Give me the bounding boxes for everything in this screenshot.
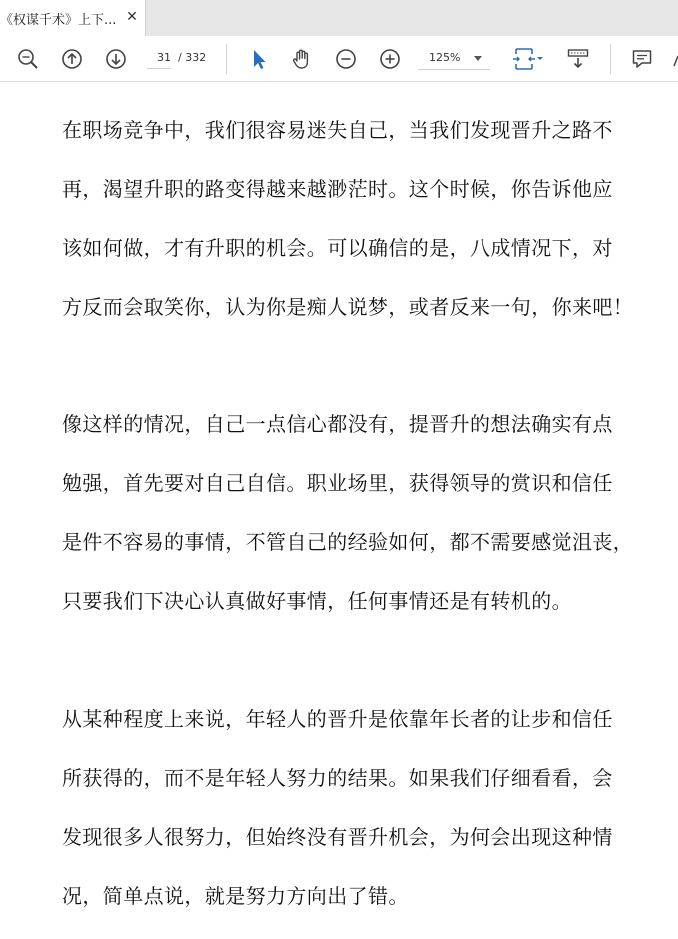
plus-circle-icon xyxy=(378,47,402,71)
zoom-in-button[interactable] xyxy=(376,45,404,73)
zoom-level-value: 125% xyxy=(429,51,461,64)
text-line: 只要我们下决心认真做好事情，任何事情还是有转机的。 xyxy=(62,589,572,613)
zoom-search-icon xyxy=(16,47,40,71)
next-page-button[interactable] xyxy=(102,45,130,73)
more-tools-button[interactable] xyxy=(666,45,678,73)
toolbar xyxy=(0,36,678,82)
text-line: 是件不容易的事情，不管自己的经验如何，都不需要感觉沮丧， xyxy=(62,530,634,554)
hand-icon xyxy=(290,47,314,71)
cursor-arrow-icon xyxy=(246,47,270,71)
zoom-level-select[interactable] xyxy=(418,47,490,70)
text-line: 勉强，首先要对自己自信。职业场里，获得领导的赏识和信任 xyxy=(62,471,613,495)
zoom-out-button[interactable] xyxy=(332,45,360,73)
arrow-up-circle-icon xyxy=(60,47,84,71)
arrow-down-circle-icon xyxy=(104,47,128,71)
pen-icon xyxy=(666,47,678,71)
previous-page-button[interactable] xyxy=(58,45,86,73)
zoom-marquee-button[interactable] xyxy=(14,45,42,73)
comment-icon xyxy=(630,47,654,71)
minus-circle-icon xyxy=(334,47,358,71)
document-tab[interactable] xyxy=(0,0,146,36)
tab-bar xyxy=(0,0,678,36)
select-tool-button[interactable] xyxy=(244,45,272,73)
fit-page-icon xyxy=(510,46,546,72)
close-icon[interactable]: ✕ xyxy=(126,9,138,25)
comment-button[interactable] xyxy=(628,45,656,73)
tab-title[interactable]: 《权谋千术》上下... xyxy=(0,13,117,28)
text-line: 况，简单点说，就是努力方向出了错。 xyxy=(62,884,409,908)
text-line: 在职场竞争中，我们很容易迷失自己，当我们发现晋升之路不 xyxy=(62,118,613,142)
text-line: 发现很多人很努力，但始终没有晋升机会，为何会出现这种情 xyxy=(62,825,613,849)
scroll-down-icon xyxy=(566,47,590,71)
text-line: 方反而会取笑你，认为你是痴人说梦，或者反来一句，你来吧！ xyxy=(62,295,634,319)
scroll-mode-button[interactable] xyxy=(564,45,592,73)
page-total-label: / 332 xyxy=(178,51,207,64)
text-line: 该如何做，才有升职的机会。可以确信的是，八成情况下，对 xyxy=(62,236,613,260)
page-display-button[interactable] xyxy=(508,45,548,73)
text-line: 再，渴望升职的路变得越来越渺茫时。这个时候，你告诉他应 xyxy=(62,177,613,201)
toolbar-divider xyxy=(226,44,227,74)
toolbar-divider xyxy=(610,44,611,74)
hand-tool-button[interactable] xyxy=(288,45,316,73)
chevron-down-icon xyxy=(474,56,482,61)
text-line: 像这样的情况，自己一点信心都没有，提晋升的想法确实有点 xyxy=(62,412,613,436)
page-number-input[interactable]: 31 xyxy=(147,48,171,69)
text-line: 从某种程度上来说，年轻人的晋升是依靠年长者的让步和信任 xyxy=(62,707,613,731)
text-line: 所获得的，而不是年轻人努力的结果。如果我们仔细看看，会 xyxy=(62,766,613,790)
